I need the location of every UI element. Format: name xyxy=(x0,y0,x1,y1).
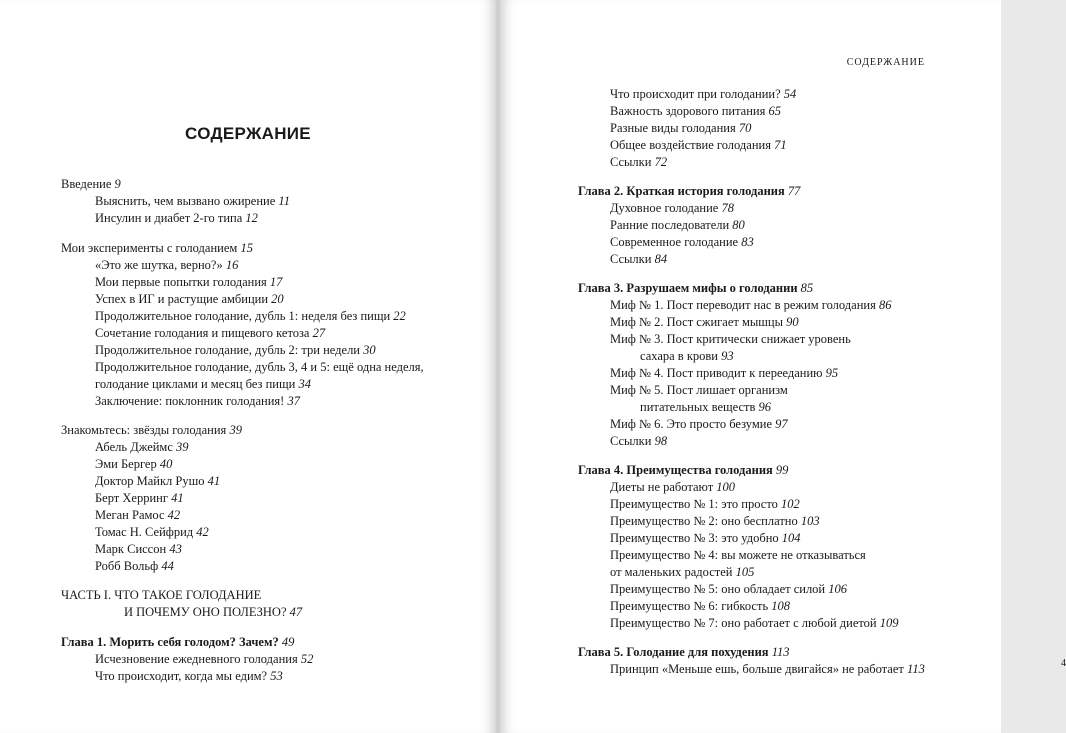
toc-entry: Продолжительное голодание, дубль 1: неделя без пищи 22 xyxy=(95,309,406,323)
toc-entry: Преимущество № 1: это просто 102 xyxy=(610,497,800,511)
toc-entry: сахара в крови 93 xyxy=(640,349,734,363)
toc-entry: Берт Херринг 41 xyxy=(95,491,184,505)
toc-entry: Ссылки 72 xyxy=(610,155,668,169)
toc-entry: Диеты не работают 100 xyxy=(610,480,736,494)
part-heading: И ПОЧЕМУ ОНО ПОЛЕЗНО? 47 xyxy=(124,605,303,619)
toc-entry: Что происходит, когда мы едим? 53 xyxy=(95,669,283,683)
running-head: СОДЕРЖАНИЕ xyxy=(846,57,925,68)
toc-entry: Ссылки 98 xyxy=(610,434,668,448)
toc-entry: Преимущество № 5: оно обладает силой 106 xyxy=(610,582,847,596)
toc-entry: Миф № 6. Это просто безумие 97 xyxy=(610,417,788,431)
chapter-heading: Глава 3. Разрушаем мифы о голодании 85 xyxy=(578,281,814,295)
toc-entry: Эми Бергер 40 xyxy=(95,457,173,471)
toc-entry: Разные виды голодания 70 xyxy=(610,121,752,135)
toc-entry: Знакомьтесь: звёзды голодания 39 xyxy=(61,423,242,437)
toc-entry: Робб Вольф 44 xyxy=(95,559,174,573)
toc-entry: Мои эксперименты с голоданием 15 xyxy=(61,241,253,255)
chapter-heading: Глава 5. Голодание для похудения 113 xyxy=(578,645,790,659)
toc-entry: Современное голодание 83 xyxy=(610,235,754,249)
toc-entry: питательных веществ 96 xyxy=(640,400,772,414)
toc-entry: Выяснить, чем вызвано ожирение 11 xyxy=(95,194,290,208)
toc-entry: Инсулин и диабет 2-го типа 12 xyxy=(95,211,258,225)
toc-entry: Мои первые попытки голодания 17 xyxy=(95,275,283,289)
toc-entry: Томас Н. Сейфрид 42 xyxy=(95,525,209,539)
page-title: СОДЕРЖАНИЕ xyxy=(185,124,311,143)
toc-entry: Абель Джеймс 39 xyxy=(95,440,189,454)
toc-entry: Преимущество № 6: гибкость 108 xyxy=(610,599,791,613)
left-page xyxy=(0,0,496,733)
toc-entry: Преимущество № 2: оно бесплатно 103 xyxy=(610,514,820,528)
toc-entry: Миф № 3. Пост критически снижает уровень xyxy=(610,332,851,346)
part-heading: ЧАСТЬ I. ЧТО ТАКОЕ ГОЛОДАНИЕ xyxy=(61,588,262,602)
toc-entry: Меган Рамос 42 xyxy=(95,508,181,522)
toc-entry: Марк Сиссон 43 xyxy=(95,542,182,556)
toc-entry: Заключение: поклонник голодания! 37 xyxy=(95,394,300,408)
toc-entry: голодание циклами и месяц без пищи 34 xyxy=(95,377,311,391)
toc-entry: Продолжительное голодание, дубль 2: три недели 30 xyxy=(95,343,376,357)
toc-entry: «Это же шутка, верно?» 16 xyxy=(95,258,239,272)
toc-entry: Миф № 1. Пост переводит нас в режим голодания 86 xyxy=(610,298,892,312)
toc-entry: Миф № 2. Пост сжигает мышцы 90 xyxy=(610,315,799,329)
toc-entry: Принцип «Меньше ешь, больше двигайся» не работает 113 xyxy=(610,662,925,676)
toc-entry: Важность здорового питания 65 xyxy=(610,104,781,118)
toc-entry: Миф № 5. Пост лишает организм xyxy=(610,383,788,397)
toc-entry: Доктор Майкл Рушо 41 xyxy=(95,474,221,488)
page-number: 4 xyxy=(1061,658,1066,669)
toc-entry: Ссылки 84 xyxy=(610,252,668,266)
toc-entry: Введение 9 xyxy=(61,177,121,191)
toc-entry: Общее воздействие голодания 71 xyxy=(610,138,787,152)
toc-entry: Что происходит при голодании? 54 xyxy=(610,87,797,101)
toc-entry: Преимущество № 3: это удобно 104 xyxy=(610,531,801,545)
toc-entry: Успех в ИГ и растущие амбиции 20 xyxy=(95,292,284,306)
chapter-heading: Глава 2. Краткая история голодания 77 xyxy=(578,184,801,198)
toc-entry: Духовное голодание 78 xyxy=(610,201,734,215)
toc-entry: Сочетание голодания и пищевого кетоза 27 xyxy=(95,326,326,340)
toc-entry: Продолжительное голодание, дубль 3, 4 и 5: ещё одна неделя, xyxy=(95,360,424,374)
toc-entry: от маленьких радостей 105 xyxy=(610,565,755,579)
toc-entry: Преимущество № 4: вы можете не отказываться xyxy=(610,548,866,562)
chapter-heading: Глава 4. Преимущества голодания 99 xyxy=(578,463,789,477)
chapter-heading: Глава 1. Морить себя голодом? Зачем? 49 xyxy=(61,635,295,649)
toc-entry: Преимущество № 7: оно работает с любой диетой 109 xyxy=(610,616,899,630)
toc-entry: Ранние последователи 80 xyxy=(610,218,745,232)
toc-entry: Исчезновение ежедневного голодания 52 xyxy=(95,652,314,666)
toc-entry: Миф № 4. Пост приводит к перееданию 95 xyxy=(610,366,839,380)
